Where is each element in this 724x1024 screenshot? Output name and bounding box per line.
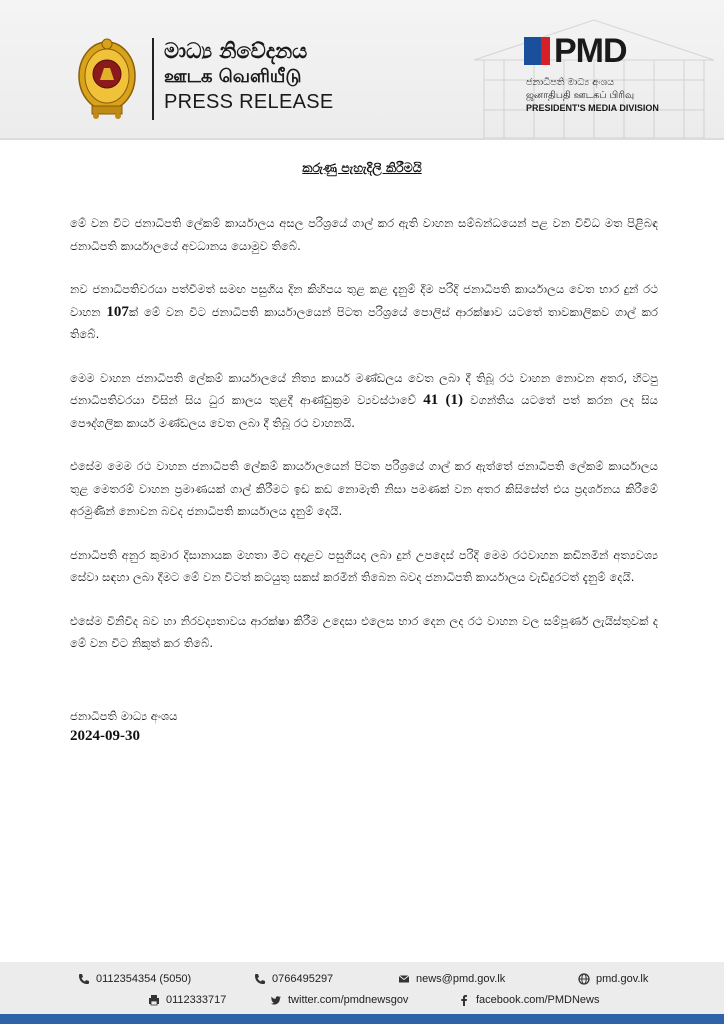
title-sinhala: මාධ්‍ය නිවේදනය (164, 39, 308, 63)
twitter-icon (270, 994, 282, 1006)
mobile-icon (254, 973, 266, 985)
letterhead (0, 0, 724, 138)
paragraph-2: නව ජනාධිපතිවරයා පත්වීමත් සමඟ පසුගිය දින කිහිපය තුළ කළ දැනුම් දීම පරිදි ජනාධිපති කාර්යාලය වෙත භාර දුන් රථ වාහන 107ක් මේ වන විට ජනාධිපති කාර්යාලයෙන් පිටත පරිශ්‍රයේ පොලිස් ආරක්ෂාව යටතේ තාවකාලිකව ගාල් කර තිබේ. (70, 282, 658, 341)
globe-icon (578, 973, 590, 985)
paragraph-4: එසේම මෙම රථ වාහන ජනාධිපති ලේකම් කාර්යාලයෙන් පිටත පරිශ්‍රයේ ගාල් කර ඇත්තේ ජනාධිපති ලේකම් කාර්යාලය තුළ මෙතරම් වාහන ප්‍රමාණයක් ගාල් කිරීමට ඉඩ කඩ නොමැති නිසා පමණක් වන අතර කිසිසේත් එය ප්‍රදර්ශනය කිරීමේ අරමුණින් නොවන බවද ජනාධිපති කාර්යාලය දැනුම් දෙයි. (70, 459, 658, 518)
document-body (70, 212, 658, 676)
paragraph-3: මෙම වාහන ජනාධිපති ලේකම් කාර්යාලයේ නිත්‍ය කාර්ය මණ්ඩලය වෙත ලබා දී තිබූ රථ වාහන නොවන අතර, හිටපු ජනාධිපතිවරයා විසින් සිය ධුර කාලය තුළදී ආණ්ඩුක්‍රම ව්‍යවස්ථාවේ 41 (1) වගන්තිය යටතේ පත් කරන ලද සිය පෞද්ගලික කාර්ය මණ්ඩලය වෙත ලබා දී තිබූ රථ වාහනයි. (70, 370, 658, 430)
vehicle-count: 107 (106, 303, 129, 320)
footer-accent-bar (0, 1014, 724, 1024)
pmd-sub-tamil: ஜனாதிபதி ஊடகப் பிரிவு (526, 90, 635, 101)
header-divider (152, 38, 154, 120)
pmd-sub-english: PRESIDENT'S MEDIA DIVISION (526, 103, 659, 113)
paragraph-6: එසේම විනිවිද බව හා නිරවද්‍යතාවය ආරක්ෂා කිරීම උදෙසා එලෙස භාර දෙන ලද රථ වාහන වල සම්පූර්ණ ලැයිස්තුවක් ද මේ වන විට නිකුත් කර තිබේ. (70, 613, 658, 650)
footer-facebook[interactable]: facebook.com/PMDNews (458, 994, 600, 1006)
footer-email[interactable]: news@pmd.gov.lk (398, 973, 505, 985)
header-rule (0, 138, 724, 140)
pmd-sub-sinhala: ජනාධිපති මාධ්‍ය අංශය (526, 77, 615, 88)
footer-phone-2: 0766495297 (254, 973, 333, 985)
title-tamil: ஊடக வெளியீடு (164, 66, 302, 87)
pmd-logo-text: PMD (554, 32, 627, 70)
footer-fax: 0112333717 (148, 994, 226, 1006)
phone-icon (78, 973, 90, 985)
national-emblem-icon (74, 36, 140, 120)
fax-icon (148, 994, 160, 1006)
facebook-icon (458, 994, 470, 1006)
paragraph-5: ජනාධිපති අනුර කුමාර දිසානායක මහතා මීට අදාළව පසුගියදා ලබා දුන් උපදෙස් පරිදි මෙම රථවාහන කඩිනමින් අත්‍යවශ්‍ය සේවා සඳහා ලබා දීමට මේ වන විටත් කටයුතු සකස් කරමින් තිබෙන බවද ජනාධිපති කාර්යාලය වැඩිදුරටත් දැනුම් දෙයි. (70, 547, 658, 584)
signature-name: ජනාධිපති මාධ්‍ය අංශය (70, 709, 178, 723)
document-title: කරුණු පැහැදිලි කිරීමයි (302, 160, 422, 175)
press-release-titles (164, 38, 334, 114)
paragraph-1: මේ වන විට ජනාධිපති ලේකම් කාර්යාලය අසල පරිශ්‍රයේ ගාල් කර ඇති වාහන සම්බන්ධයෙන් පළ වන විවිධ මත පිළිබඳ ජනාධිපති කාර්යාලයේ අවධානය යොමුව තිබේ. (70, 216, 658, 253)
footer-twitter[interactable]: twitter.com/pmdnewsgov (270, 994, 408, 1006)
pmd-logo-block (524, 32, 714, 115)
pmd-logo-icon (524, 37, 550, 65)
title-english: PRESS RELEASE (164, 91, 334, 113)
release-date: 2024-09-30 (70, 728, 140, 744)
footer-phone-1: 0112354354 (5050) (78, 973, 191, 985)
article-number: 41 (1) (423, 392, 464, 408)
footer-website[interactable]: pmd.gov.lk (578, 973, 648, 985)
email-icon (398, 973, 410, 985)
